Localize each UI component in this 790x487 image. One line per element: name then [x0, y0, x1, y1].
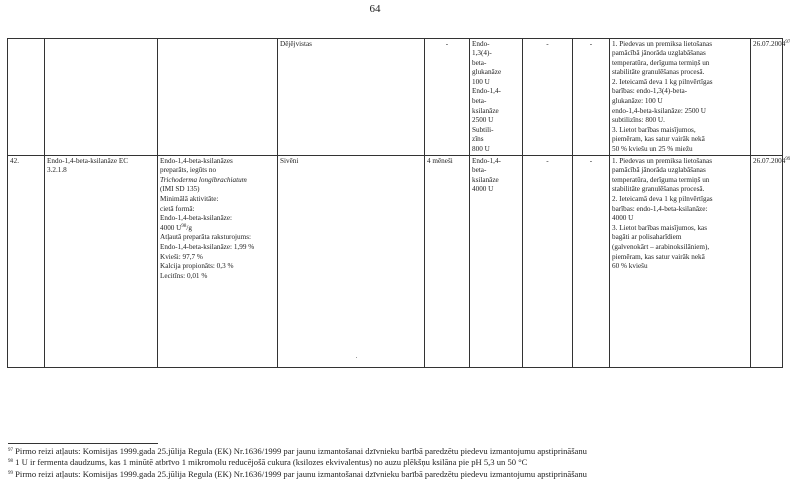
description-line: preparāts, iegūts no — [160, 166, 217, 175]
cell-min-content: - — [523, 39, 573, 156]
units-line: Subtili- — [472, 125, 494, 134]
table-row — [8, 156, 783, 368]
units-line: 800 U — [472, 145, 490, 154]
cell-max-content: - — [573, 39, 610, 156]
provision-line: glukanāze: 100 U — [612, 97, 663, 106]
units-line: zīns — [472, 135, 484, 144]
cell-description — [158, 39, 278, 156]
footnote: $^{99}$ Pirmo reizi atļauts: Komisijas 1999.gada 25.jūlija Regula (EK) Nr.1636/1999 par jaunu izmantošanai dzīvnieku barībā paredzētu piedevu izmantojumu apstiprināšanu — [8, 468, 587, 479]
cell-additive — [45, 39, 158, 156]
table-row — [8, 39, 783, 156]
units-line: glukanāze — [472, 68, 502, 77]
units-line: Endo-1,4- — [472, 87, 501, 96]
description-line: Minimālā aktivitāte: — [160, 195, 219, 203]
units-line: Endo-1,4- — [472, 156, 501, 165]
description-line: Atļautā preparāta raksturojums: — [160, 233, 252, 242]
page-number: 64 — [369, 3, 381, 15]
additives-table — [7, 38, 790, 368]
provision-line: subtilizīns: 800 U. — [612, 116, 665, 125]
provision-line: 50 % kviešu un 25 % miežu — [612, 145, 693, 154]
provision-line: barības: endo-1,3(4)-beta- — [612, 87, 688, 96]
units-line: 2500 U — [472, 116, 494, 125]
date-text: 26.07.2004$^{97}$ — [753, 39, 790, 48]
footnote-number: 97 — [8, 448, 13, 453]
provision-line: 1. Piedevas un premiksa lietošanas — [612, 156, 713, 165]
description-line: cietā formā: — [160, 204, 195, 213]
provision-line: 2. Ieteicamā deva 1 kg pilnvērtīgas — [612, 195, 713, 203]
units-line: ksilanāze — [472, 106, 499, 115]
date-text: 26.07.2004$^{99}$ — [753, 156, 790, 165]
scan-speck — [356, 357, 357, 358]
units-line: 4000 U — [472, 185, 494, 194]
provision-line: stabilitāte granulēšanas procesā. — [612, 68, 705, 77]
cell-provisions — [610, 156, 751, 368]
description-line: Lecitīns: 0,01 % — [160, 271, 208, 280]
provision-line: 60 % kviešu — [612, 262, 648, 271]
cell-species: Sivēni — [278, 156, 425, 368]
cell-max-content: - — [573, 156, 610, 368]
footnote-ref: 99 — [785, 156, 790, 162]
provision-line: (galvenokārt – arabinoksilāniem), — [612, 242, 710, 251]
provision-line: temperatūra, derīguma termiņš un — [612, 58, 710, 67]
cell-max-age: - — [425, 39, 470, 156]
cell-date — [751, 156, 790, 368]
units-line: ksilanāze — [472, 175, 499, 184]
provision-line: 1. Piedevas un premiksa lietošanas — [612, 39, 713, 48]
units-line: beta- — [472, 97, 487, 106]
provision-line: 3. Lietot barības maisījumos, kas — [612, 223, 708, 232]
footnote-number: 98 — [8, 459, 13, 465]
cell-description — [158, 156, 278, 368]
description-line: Trichoderma longibrachiatum — [160, 175, 247, 184]
provision-line: bagāti ar polisaharīdiem — [612, 233, 682, 242]
cell-provisions — [610, 39, 751, 156]
description-line: (IMI SD 135) — [160, 185, 200, 194]
units-line: 1,3(4)- — [472, 49, 492, 58]
cell-units — [470, 39, 523, 156]
provision-line: temperatūra, derīguma termiņš un — [612, 175, 710, 184]
cell-number — [8, 39, 45, 156]
cell-date — [751, 39, 790, 156]
footnote-rule — [8, 443, 158, 444]
additive-line: Endo-1,4-beta-ksilanāze EC — [47, 156, 129, 165]
footnote: $^{98}$ 1 U ir fermenta daudzums, kas 1 minūtē atbrīvo 1 mikromolu reducējošā cukura (ksilozes ekvivalentus) no auzu plēkšņu ksilāna pie pH 5,3 un 50 °C — [8, 457, 528, 468]
description-line: Kvieši: 97,7 % — [160, 252, 203, 261]
description-line: 4000 $U^{98}/g$ — [160, 223, 192, 232]
footnote-ref: 97 — [785, 39, 790, 45]
cell-min-content: - — [523, 156, 573, 368]
provision-line: piemēram, kas satur vairāk nekā — [612, 135, 705, 144]
footnote: $^{97}$ Pirmo reizi atļauts: Komisijas 1999.gada 25.jūlija Regula (EK) Nr.1636/1999 par jaunu izmantošanai dzīvnieku barībā paredzētu piedevu izmantojumu apstiprināšanu — [8, 446, 587, 456]
description-line: Kalcija propionāts: 0,3 % — [160, 262, 234, 271]
additive-line: 3.2.1.8 — [47, 166, 67, 175]
cell-number: 42. — [8, 156, 45, 368]
cell-additive — [45, 156, 158, 368]
provision-line: piemēram, kas satur vairāk nekā — [612, 252, 705, 261]
provision-line: pamācībā jānorāda uzglabāšanas — [612, 49, 706, 58]
provision-line: 2. Ieteicamā deva 1 kg pilnvērtīgas — [612, 77, 713, 86]
units-line: 100 U — [472, 77, 490, 86]
description-line: Endo-1,4-beta-ksilanāze: 1,99 % — [160, 242, 255, 251]
provision-line: barības: endo-1,4-beta-ksilanāze: — [612, 204, 708, 213]
units-line: beta- — [472, 58, 487, 67]
cell-units — [470, 156, 523, 368]
provision-line: pamācībā jānorāda uzglabāšanas — [612, 166, 706, 175]
description-line: Endo-1,4-beta-ksilanāzes — [160, 156, 233, 165]
units-line: beta- — [472, 166, 487, 175]
units-line: Endo- — [472, 39, 490, 48]
footnote-ref: 98 — [181, 223, 187, 229]
footnote-number: 99 — [8, 470, 13, 476]
provision-line: stabilitāte granulēšanas procesā. — [612, 185, 705, 194]
cell-species: Dējējvistas — [278, 39, 425, 156]
description-line: Endo-1,4-beta-ksilanāze: — [160, 214, 233, 223]
provision-line: 3. Lietot barības maisījumos, — [612, 125, 696, 134]
footnotes — [8, 446, 743, 480]
provision-line: 4000 U — [612, 214, 634, 223]
provision-line: endo-1,4-beta-ksilanāze: 2500 U — [612, 106, 707, 115]
cell-max-age: 4 mēneši — [425, 156, 470, 368]
